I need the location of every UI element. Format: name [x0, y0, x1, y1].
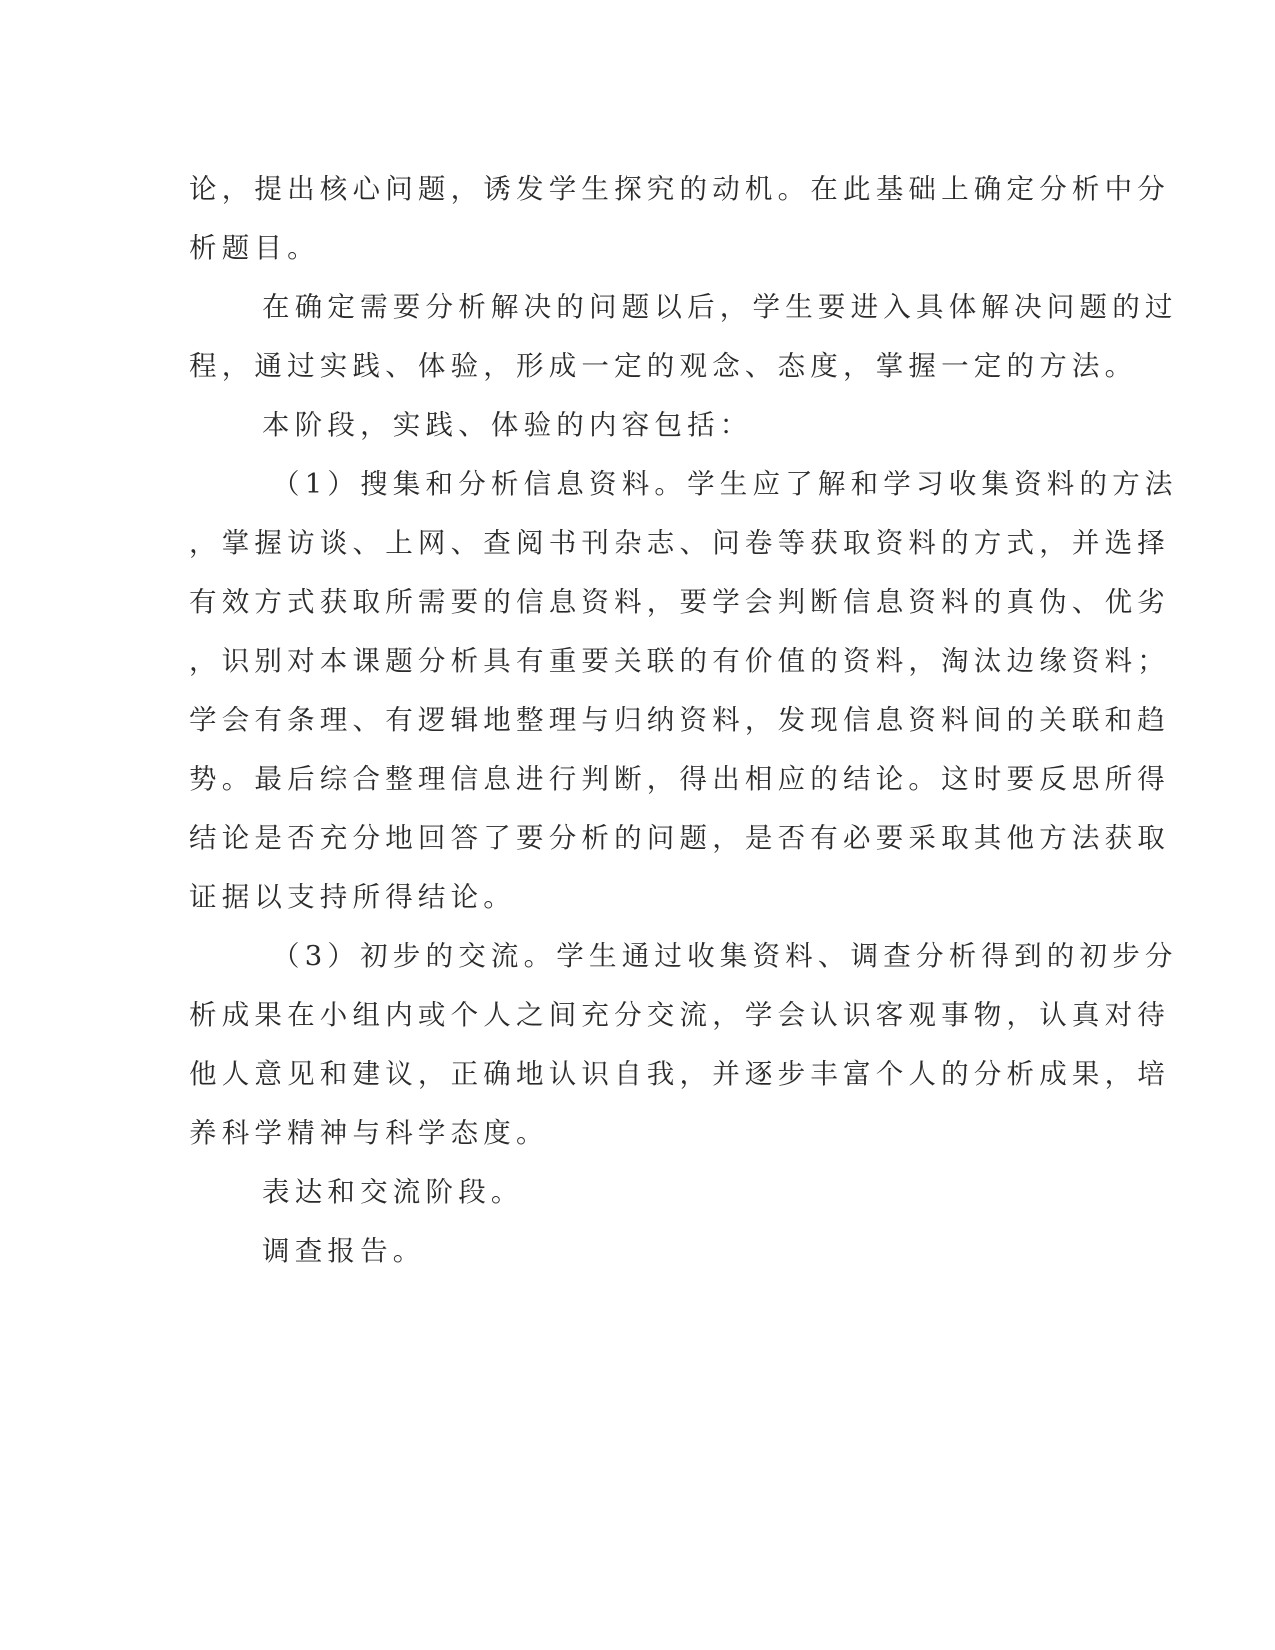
text-line-4: 程，通过实践、体验，形成一定的观念、态度，掌握一定的方法。: [189, 350, 1138, 382]
text-line-3: 在确定需要分析解决的问题以后，学生要进入具体解决问题的过: [262, 291, 1178, 323]
text-line-8: 有效方式获取所需要的信息资料，要学会判断信息资料的真伪、优劣: [189, 586, 1170, 618]
text-line-6: （1）搜集和分析信息资料。学生应了解和学习收集资料的方法: [272, 468, 1178, 500]
text-line-16: 他人意见和建议，正确地认识自我，并逐步丰富个人的分析成果，培: [189, 1058, 1170, 1090]
text-line-9: ，识别对本课题分析具有重要关联的有价值的资料，淘汰边缘资料；: [189, 645, 1170, 677]
text-line-14: （3）初步的交流。学生通过收集资料、调查分析得到的初步分: [272, 940, 1178, 972]
text-line-7: ，掌握访谈、上网、查阅书刊杂志、问卷等获取资料的方式，并选择: [189, 527, 1170, 559]
text-line-1: 论，提出核心问题，诱发学生探究的动机。在此基础上确定分析中分: [189, 173, 1170, 205]
text-line-19: 调查报告。: [262, 1235, 426, 1267]
text-line-10: 学会有条理、有逻辑地整理与归纳资料，发现信息资料间的关联和趋: [189, 704, 1170, 736]
text-line-15: 析成果在小组内或个人之间充分交流，学会认识客观事物，认真对待: [189, 999, 1170, 1031]
text-line-5: 本阶段，实践、体验的内容包括：: [262, 409, 753, 441]
text-line-13: 证据以支持所得结论。: [189, 881, 516, 913]
text-line-11: 势。最后综合整理信息进行判断，得出相应的结论。这时要反思所得: [189, 763, 1170, 795]
text-line-18: 表达和交流阶段。: [262, 1176, 524, 1208]
text-line-2: 析题目。: [189, 232, 320, 264]
text-line-12: 结论是否充分地回答了要分析的问题，是否有必要采取其他方法获取: [189, 822, 1170, 854]
text-line-17: 养科学精神与科学态度。: [189, 1117, 549, 1149]
